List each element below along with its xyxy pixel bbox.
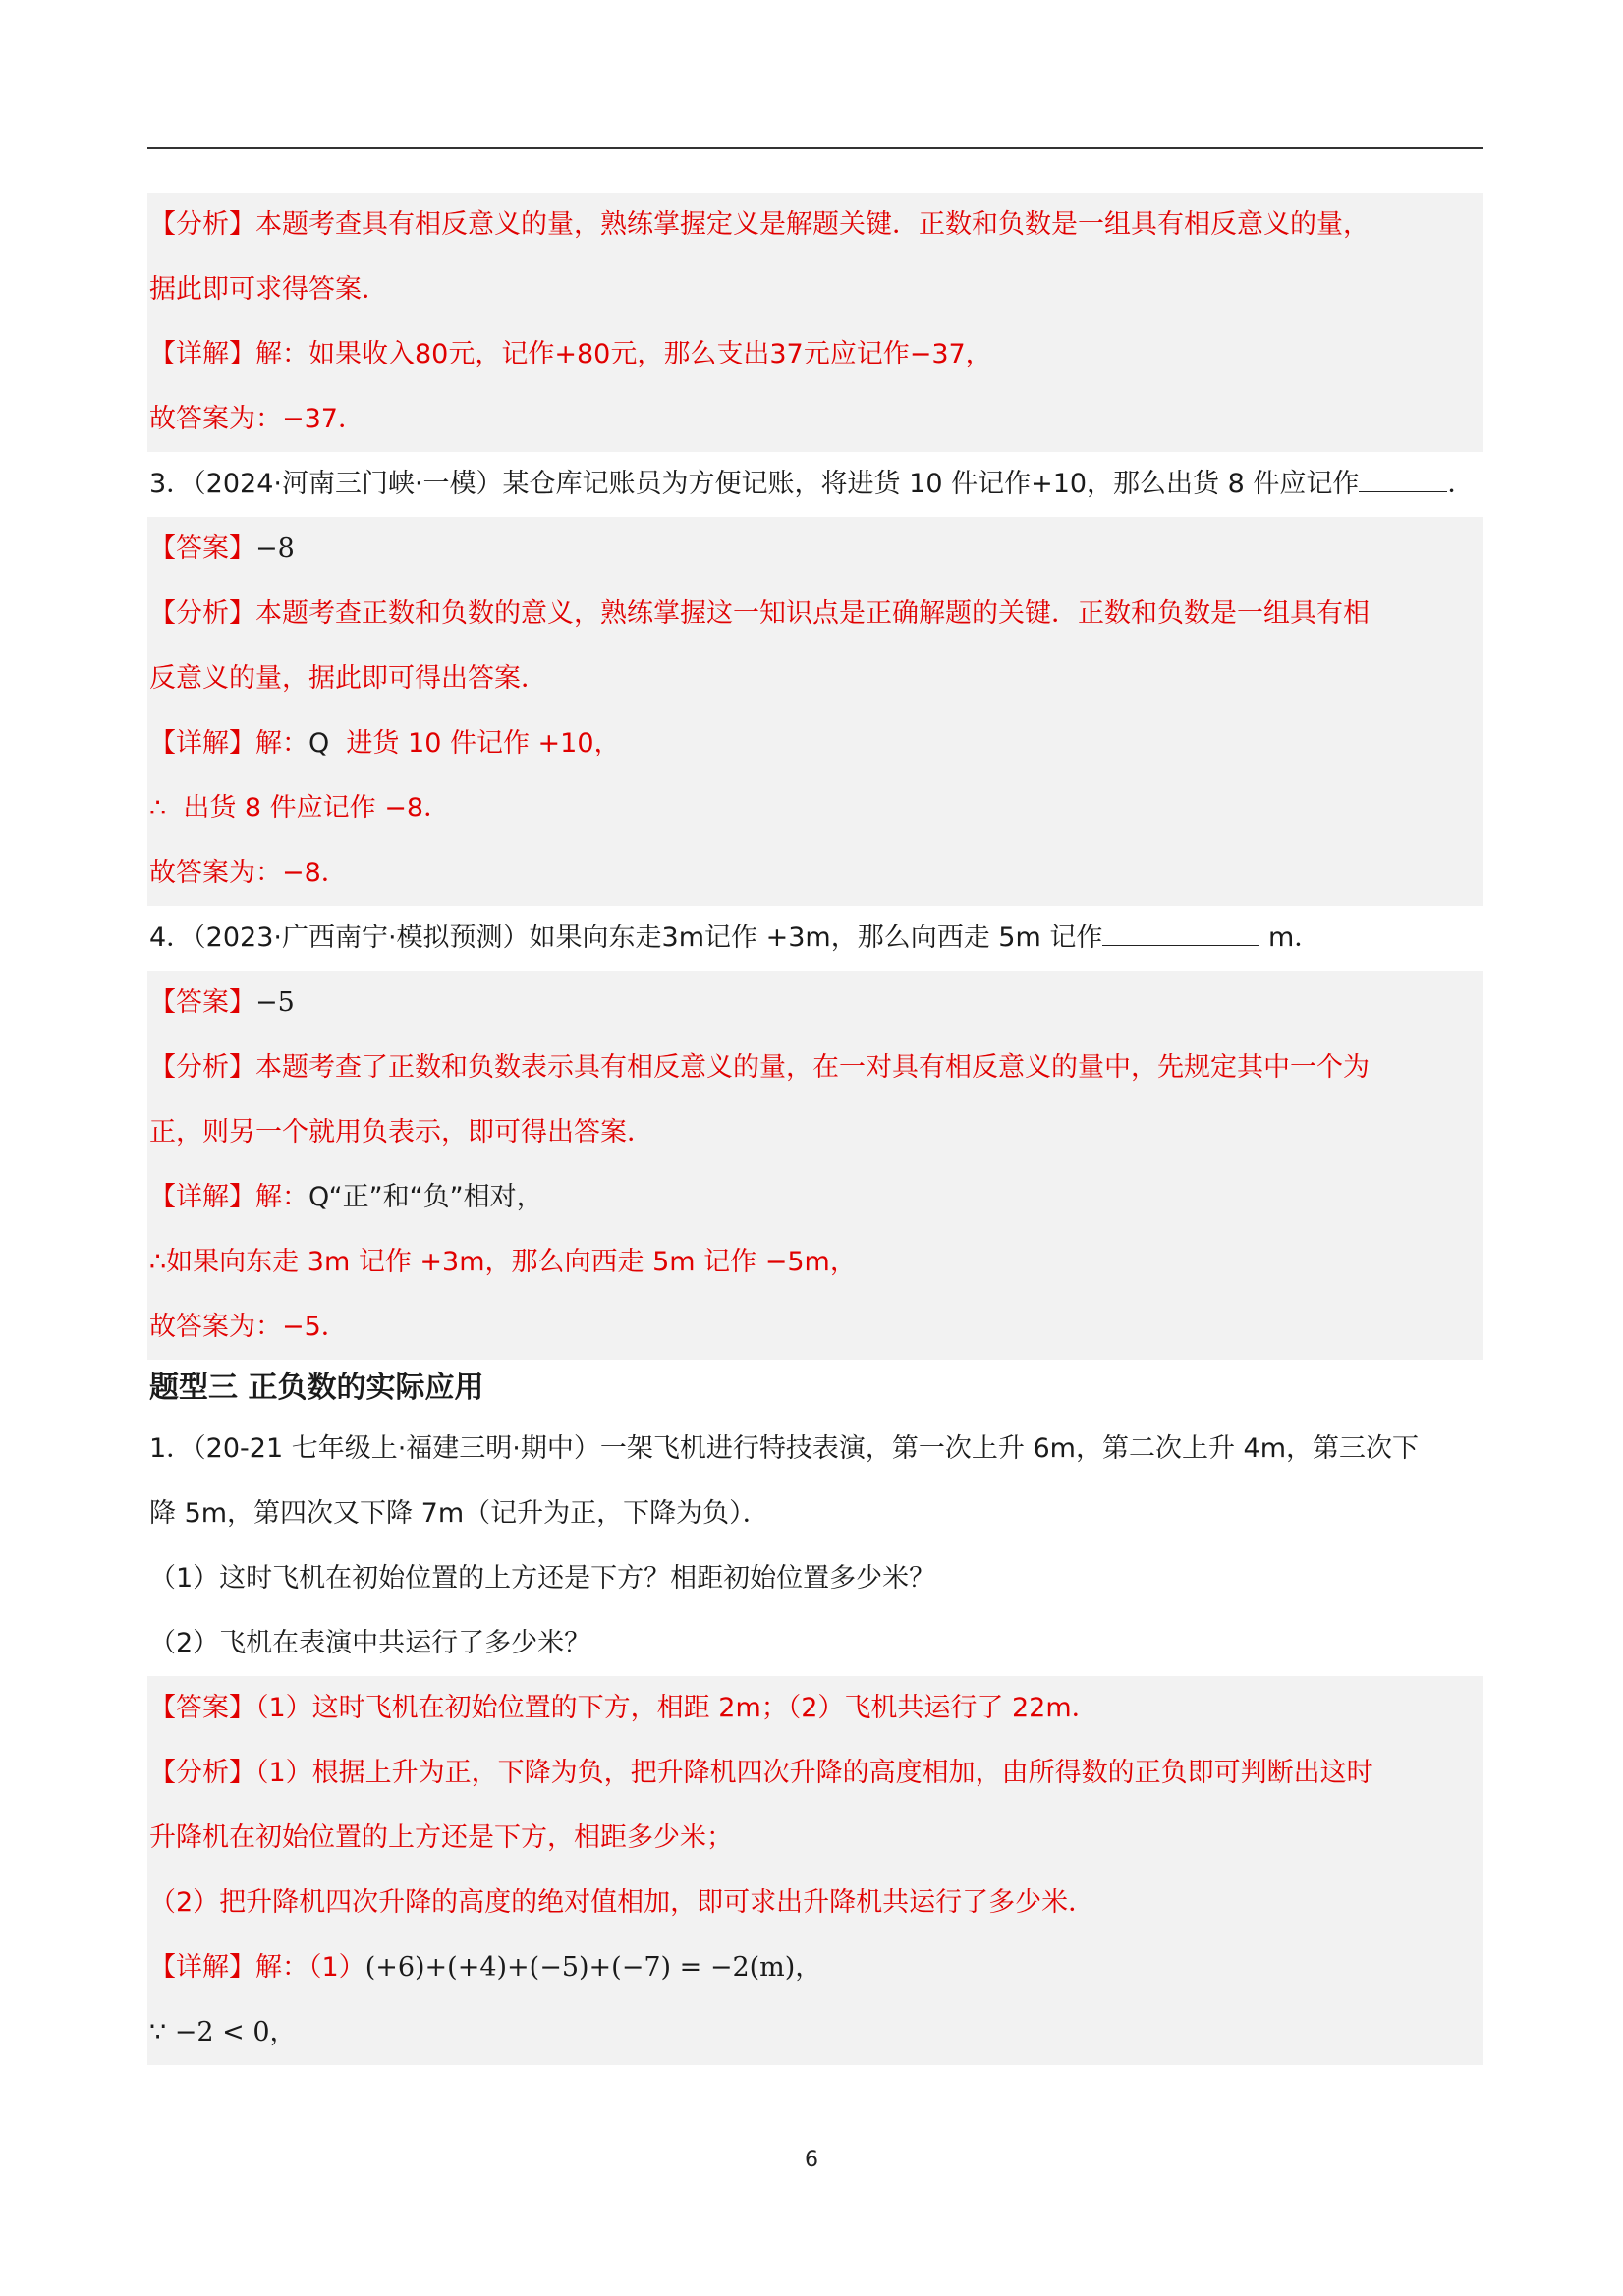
analysis-text: 【分析】本题考查正数和负数的意义，熟练掌握这一知识点是正确解题的关键．正数和负数是一组具有相 (149, 598, 1370, 629)
sub-question-1: （1）这时飞机在初始位置的上方还是下方？相距初始位置多少米？ (149, 1563, 936, 1594)
answer-block-q2 (147, 193, 1483, 452)
question-3 (147, 452, 1483, 517)
final-answer: 故答案为：−8． (149, 858, 348, 888)
page-number: 6 (805, 2148, 818, 2172)
analysis-text-cont: 正，则另一个就用负表示，即可得出答案． (149, 1117, 653, 1148)
answer-block-q3 (147, 517, 1483, 906)
detail-line (147, 1935, 1483, 2000)
answer-value: −8 (255, 533, 295, 564)
question-5-line2: 降 5m，第四次又下降 7m（记升为正，下降为负）． (149, 1498, 769, 1529)
page-content (147, 193, 1483, 2065)
question-4 (147, 906, 1483, 971)
analysis-text: 【分析】本题考查具有相反意义的量，熟练掌握定义是解题关键．正数和负数是一组具有相反意义的量， (149, 209, 1370, 240)
answer-line (147, 971, 1483, 1036)
answer-line (147, 517, 1483, 582)
analysis-text: 【分析】本题考查了正数和负数表示具有相反意义的量，在一对具有相反意义的量中，先规定其中一个为 (149, 1052, 1370, 1083)
because-symbol: Q (308, 728, 330, 758)
analysis-text-cont: 据此即可求得答案． (149, 274, 388, 305)
answer-blank (1102, 924, 1259, 946)
question-3-text: 3．（2024·河南三门峡·一模）某仓库记账员为方便记账，将进货 10 件记作+10，那么出货 8 件应记作 (149, 469, 1360, 499)
answer-block-q5 (147, 1676, 1483, 2065)
detail-tag: 【详解】解： (149, 1182, 308, 1212)
question-3-end: ． (1447, 469, 1475, 499)
detail-rest: Q“正”和“负”相对， (308, 1182, 543, 1212)
question-4-end: m． (1259, 923, 1321, 953)
answer-blank (1359, 470, 1447, 492)
sub-question-2: （2）飞机在表演中共运行了多少米？ (149, 1628, 591, 1658)
detail-line (147, 1165, 1483, 1230)
detail-step: ∴ 出货 8 件应记作 −8． (149, 793, 451, 823)
final-answer: 故答案为：−37． (149, 404, 364, 434)
analysis-text-cont: 反意义的量，据此即可得出答案． (149, 663, 547, 694)
detail-text: 【详解】解：如果收入80元，记作+80元，那么支出37元应记作−37， (149, 339, 992, 369)
question-4-text: 4．（2023·广西南宁·模拟预测）如果向东走3m记作 +3m，那么向西走 5m 记作 (149, 923, 1103, 953)
answer-tag: 【答案】 (149, 987, 255, 1018)
detail-step: ∵ −2 < 0， (149, 2017, 297, 2047)
answer-block-q4 (147, 971, 1483, 1360)
detail-line (147, 711, 1483, 776)
section-heading: 题型三 正负数的实际应用 (149, 1371, 484, 1405)
header-rule (147, 147, 1483, 149)
analysis-text: 【分析】（1）根据上升为正，下降为负，把升降机四次升降的高度相加，由所得数的正负即可判断出这时 (149, 1758, 1373, 1788)
detail-step: ∴如果向东走 3m 记作 +3m，那么向西走 5m 记作 −5m， (149, 1247, 857, 1277)
detail-rest: 进货 10 件记作 +10， (329, 728, 621, 758)
answer-text: 【答案】（1）这时飞机在初始位置的下方，相距 2m；（2）飞机共运行了 22m． (149, 1693, 1098, 1723)
answer-value: −5 (255, 987, 295, 1018)
detail-tag: 【详解】解：（1） (149, 1952, 365, 1983)
analysis-text-2: （2）把升降机四次升降的高度的绝对值相加，即可求出升降机共运行了多少米． (149, 1887, 1095, 1918)
question-5-line1: 1．（20-21 七年级上·福建三明·期中）一架飞机进行特技表演，第一次上升 6m，第二次上升 4m，第三次下 (149, 1433, 1420, 1464)
detail-tag: 【详解】解： (149, 728, 308, 758)
answer-tag: 【答案】 (149, 533, 255, 564)
final-answer: 故答案为：−5． (149, 1312, 348, 1342)
analysis-text-cont: 升降机在初始位置的上方还是下方，相距多少米； (149, 1822, 733, 1853)
detail-math: (+6)+(+4)+(−5)+(−7) = −2(m)， (364, 1952, 822, 1983)
